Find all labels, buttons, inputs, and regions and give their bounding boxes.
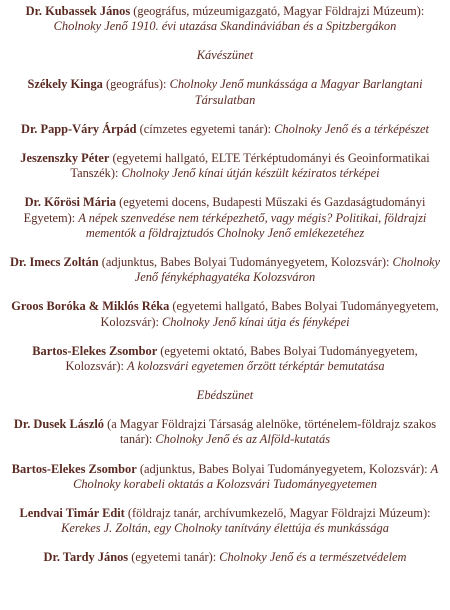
talk-title: Cholnoky Jenő kínai útja és fényképei bbox=[162, 314, 350, 329]
talk-entry bbox=[4, 77, 446, 107]
speaker-name: Dr. Tardy János bbox=[43, 550, 129, 565]
talk-entry bbox=[4, 299, 446, 329]
talk-title: Cholnoky Jenő és az Alföld-kutatás bbox=[155, 432, 331, 447]
talk-entry bbox=[4, 506, 446, 536]
speaker-name: Székely Kinga bbox=[27, 77, 103, 92]
speaker-name: Lendvai Timár Edit bbox=[19, 506, 125, 521]
talk-entry bbox=[4, 122, 446, 137]
speaker-affiliation: (egyetemi tanár): bbox=[128, 550, 220, 565]
speaker-name: Bartos-Elekes Zsombor bbox=[11, 461, 137, 476]
speaker-affiliation: (egyetemi hallgató, Babes Bolyai Tudományegyetem, Kolozsvár): bbox=[100, 299, 439, 329]
talk-title: Kerekes J. Zoltán, egy Cholnoky tanítvány élettúja és munkássága bbox=[61, 521, 389, 536]
speaker-name: Jeszenszky Péter bbox=[20, 151, 110, 166]
talk-entry bbox=[4, 255, 446, 285]
speaker-affiliation: (a Magyar Földrajzi Társaság alelnöke, történelem-földrajz szakos tanár): bbox=[103, 417, 437, 447]
speaker-name: Dr. Kubassek János bbox=[25, 4, 131, 18]
break-label: Ebédszünet bbox=[196, 388, 254, 403]
talk-title: Cholnoky Jenő és a természetvédelem bbox=[219, 550, 407, 565]
speaker-affiliation: (címzetes egyetemi tanár): bbox=[136, 121, 275, 136]
talk-title: Cholnoky Jenő fényképhagyatéka Kolozsváron bbox=[134, 255, 441, 285]
talk-title: Cholnoky Jenő és a térképészet bbox=[274, 121, 429, 136]
break-label: Kávészünet bbox=[196, 48, 254, 63]
talk-entry bbox=[4, 4, 446, 34]
talk-title: A Cholnoky korabeli oktatás a Kolozsvári Tudományegyetemen bbox=[73, 461, 439, 491]
talk-title: A kolozsvári egyetemen őrzött térképtár bemutatása bbox=[127, 359, 385, 374]
talk-entry bbox=[4, 550, 446, 565]
speaker-affiliation: (egyetemi oktató, Babes Bolyai Tudományegyetem, Kolozsvár): bbox=[65, 343, 418, 374]
talk-entry bbox=[4, 195, 446, 241]
speaker-name: Dr. Dusek László bbox=[13, 417, 104, 432]
speaker-affiliation: (földrajz tanár, archívumkezelő, Magyar Földrajzi Múzeum): bbox=[124, 506, 431, 521]
talk-title: Cholnoky Jenő munkássága a Magyar Barlangtani Társulatban bbox=[169, 77, 423, 107]
talk-entry bbox=[4, 417, 446, 447]
talk-title: Cholnoky Jenő 1910. évi utazása Skandináviában és a Spitzbergákon bbox=[53, 19, 397, 34]
speaker-affiliation: (egyetemi hallgató, ELTE Térképtudományi és Geoinformatikai Tanszék): bbox=[70, 151, 430, 181]
talk-entry bbox=[4, 151, 446, 181]
speaker-name: Dr. Imecs Zoltán bbox=[9, 255, 99, 270]
speaker-name: Dr. Kőrösi Mária bbox=[24, 195, 117, 210]
speaker-affiliation: (geográfus, múzeumigazgató, Magyar Földrajzi Múzeum): bbox=[130, 4, 425, 18]
talk-title: Cholnoky Jenő kínai útján készült kéziratos térképei bbox=[121, 166, 380, 181]
talk-title: A népek szenvedése nem térképezhető, vagy mégis? Politikai, földrajzi mementók a földrajztudós Cholnoky Jenő emlékezetéhez bbox=[78, 210, 427, 240]
speaker-affiliation: (geográfus): bbox=[102, 77, 170, 92]
speaker-affiliation: (adjunktus, Babes Bolyai Tudományegyetem, Kolozsvár): bbox=[98, 255, 393, 270]
speaker-affiliation: (egyetemi docens, Budapesti Műszaki és Gazdaságtudományi Egyetem): bbox=[23, 195, 426, 225]
talk-entry bbox=[4, 462, 446, 492]
speaker-name: Dr. Papp-Váry Árpád bbox=[21, 121, 137, 136]
speaker-name: Bartos-Elekes Zsombor bbox=[32, 343, 158, 358]
talk-entry bbox=[4, 344, 446, 374]
speaker-affiliation: (adjunktus, Babes Bolyai Tudományegyetem, Kolozsvár): bbox=[136, 461, 431, 476]
speaker-name: Groos Boróka & Miklós Réka bbox=[11, 299, 170, 314]
